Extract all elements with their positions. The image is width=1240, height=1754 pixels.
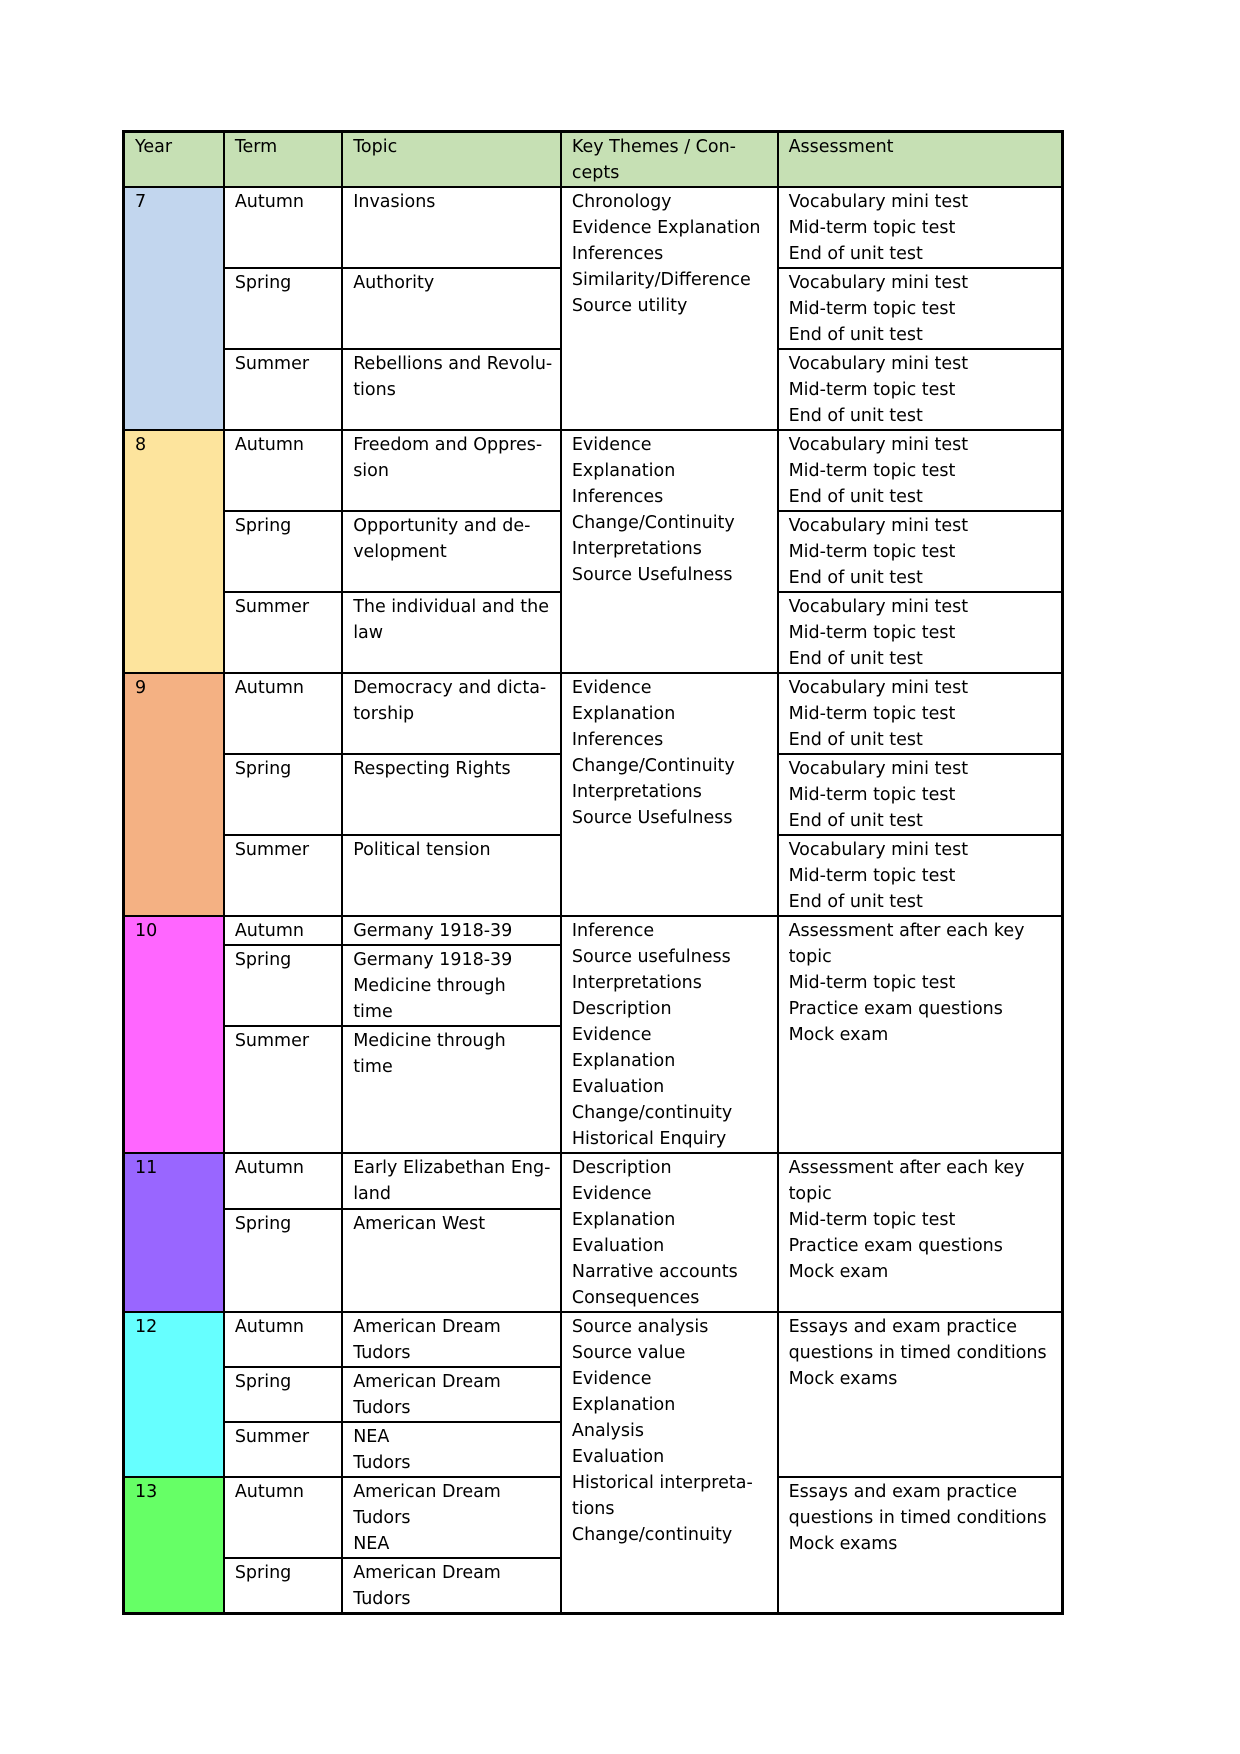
term-cell: Autumn <box>224 1312 342 1367</box>
curriculum-table <box>122 130 1064 1615</box>
assessment-cell-12: Essays and exam practice questions in timed conditions Mock exams <box>778 1312 1063 1477</box>
term-cell: Summer <box>224 1026 342 1153</box>
topic-cell: American Dream Tudors NEA <box>342 1477 561 1558</box>
assessment-cell-10: Assessment after each key topic Mid-term topic test Practice exam questions Mock exam <box>778 916 1063 1153</box>
assessment-cell: Vocabulary mini test Mid-term topic test End of unit test <box>778 430 1063 511</box>
term-cell: Autumn <box>224 187 342 268</box>
table-row <box>124 187 1063 268</box>
term-cell: Summer <box>224 349 342 430</box>
topic-cell: Germany 1918-39 <box>342 916 561 945</box>
assessment-cell: Vocabulary mini test Mid-term topic test End of unit test <box>778 349 1063 430</box>
assessment-cell-11: Assessment after each key topic Mid-term topic test Practice exam questions Mock exam <box>778 1153 1063 1312</box>
term-cell: Spring <box>224 1558 342 1614</box>
table-row <box>124 430 1063 511</box>
term-cell: Autumn <box>224 673 342 754</box>
topic-cell: Medicine through time <box>342 1026 561 1153</box>
year-cell-9: 9 <box>124 673 224 916</box>
topic-cell: Opportunity and de- velopment <box>342 511 561 592</box>
topic-cell: Political tension <box>342 835 561 916</box>
topic-cell: NEA Tudors <box>342 1422 561 1477</box>
topic-cell: Respecting Rights <box>342 754 561 835</box>
themes-cell-7: Chronology Evidence Explanation Inferences Similarity/Difference Source utility <box>561 187 778 430</box>
term-cell: Autumn <box>224 916 342 945</box>
themes-cell-9: Evidence Explanation Inferences Change/Continuity Interpretations Source Usefulness <box>561 673 778 916</box>
topic-cell: American Dream Tudors <box>342 1558 561 1614</box>
year-cell-8: 8 <box>124 430 224 673</box>
topic-cell: Germany 1918-39 Medicine through time <box>342 945 561 1026</box>
term-cell: Spring <box>224 268 342 349</box>
topic-cell: Authority <box>342 268 561 349</box>
assessment-cell: Vocabulary mini test Mid-term topic test End of unit test <box>778 511 1063 592</box>
table-row <box>124 673 1063 754</box>
term-cell: Summer <box>224 592 342 673</box>
themes-cell-8: Evidence Explanation Inferences Change/Continuity Interpretations Source Usefulness <box>561 430 778 673</box>
table-row <box>124 916 1063 945</box>
year-cell-13: 13 <box>124 1477 224 1614</box>
assessment-cell-13: Essays and exam practice questions in timed conditions Mock exams <box>778 1477 1063 1614</box>
themes-cell-10: Inference Source usefulness Interpretations Description Evidence Explanation Evaluation Change/continuity Historical Enquiry <box>561 916 778 1153</box>
table-row <box>124 1153 1063 1209</box>
topic-cell: Freedom and Oppres- sion <box>342 430 561 511</box>
term-cell: Autumn <box>224 430 342 511</box>
table-row <box>124 1312 1063 1367</box>
topic-cell: The individual and the law <box>342 592 561 673</box>
topic-cell: Democracy and dicta- torship <box>342 673 561 754</box>
term-cell: Spring <box>224 1367 342 1422</box>
year-cell-11: 11 <box>124 1153 224 1312</box>
year-cell-10: 10 <box>124 916 224 1153</box>
topic-cell: American West <box>342 1209 561 1312</box>
header-key-themes: Key Themes / Con- cepts <box>561 132 778 188</box>
topic-cell: Rebellions and Revolu- tions <box>342 349 561 430</box>
topic-cell: Invasions <box>342 187 561 268</box>
term-cell: Spring <box>224 754 342 835</box>
topic-cell: Early Elizabethan Eng- land <box>342 1153 561 1209</box>
themes-cell-sixth-form: Source analysis Source value Evidence Explanation Analysis Evaluation Historical interpreta- tions Change/continuity <box>561 1312 778 1614</box>
term-cell: Spring <box>224 511 342 592</box>
assessment-cell: Vocabulary mini test Mid-term topic test End of unit test <box>778 754 1063 835</box>
topic-cell: American Dream Tudors <box>342 1367 561 1422</box>
term-cell: Spring <box>224 1209 342 1312</box>
term-cell: Autumn <box>224 1153 342 1209</box>
assessment-cell: Vocabulary mini test Mid-term topic test End of unit test <box>778 592 1063 673</box>
header-assessment: Assessment <box>778 132 1063 188</box>
term-cell: Summer <box>224 1422 342 1477</box>
themes-cell-11: Description Evidence Explanation Evaluation Narrative accounts Consequences <box>561 1153 778 1312</box>
year-cell-12: 12 <box>124 1312 224 1477</box>
assessment-cell: Vocabulary mini test Mid-term topic test End of unit test <box>778 187 1063 268</box>
assessment-cell: Vocabulary mini test Mid-term topic test End of unit test <box>778 835 1063 916</box>
header-topic: Topic <box>342 132 561 188</box>
header-year: Year <box>124 132 224 188</box>
header-row <box>124 132 1063 188</box>
assessment-cell: Vocabulary mini test Mid-term topic test End of unit test <box>778 268 1063 349</box>
year-cell-7: 7 <box>124 187 224 430</box>
topic-cell: American Dream Tudors <box>342 1312 561 1367</box>
term-cell: Autumn <box>224 1477 342 1558</box>
term-cell: Spring <box>224 945 342 1026</box>
header-term: Term <box>224 132 342 188</box>
assessment-cell: Vocabulary mini test Mid-term topic test End of unit test <box>778 673 1063 754</box>
term-cell: Summer <box>224 835 342 916</box>
